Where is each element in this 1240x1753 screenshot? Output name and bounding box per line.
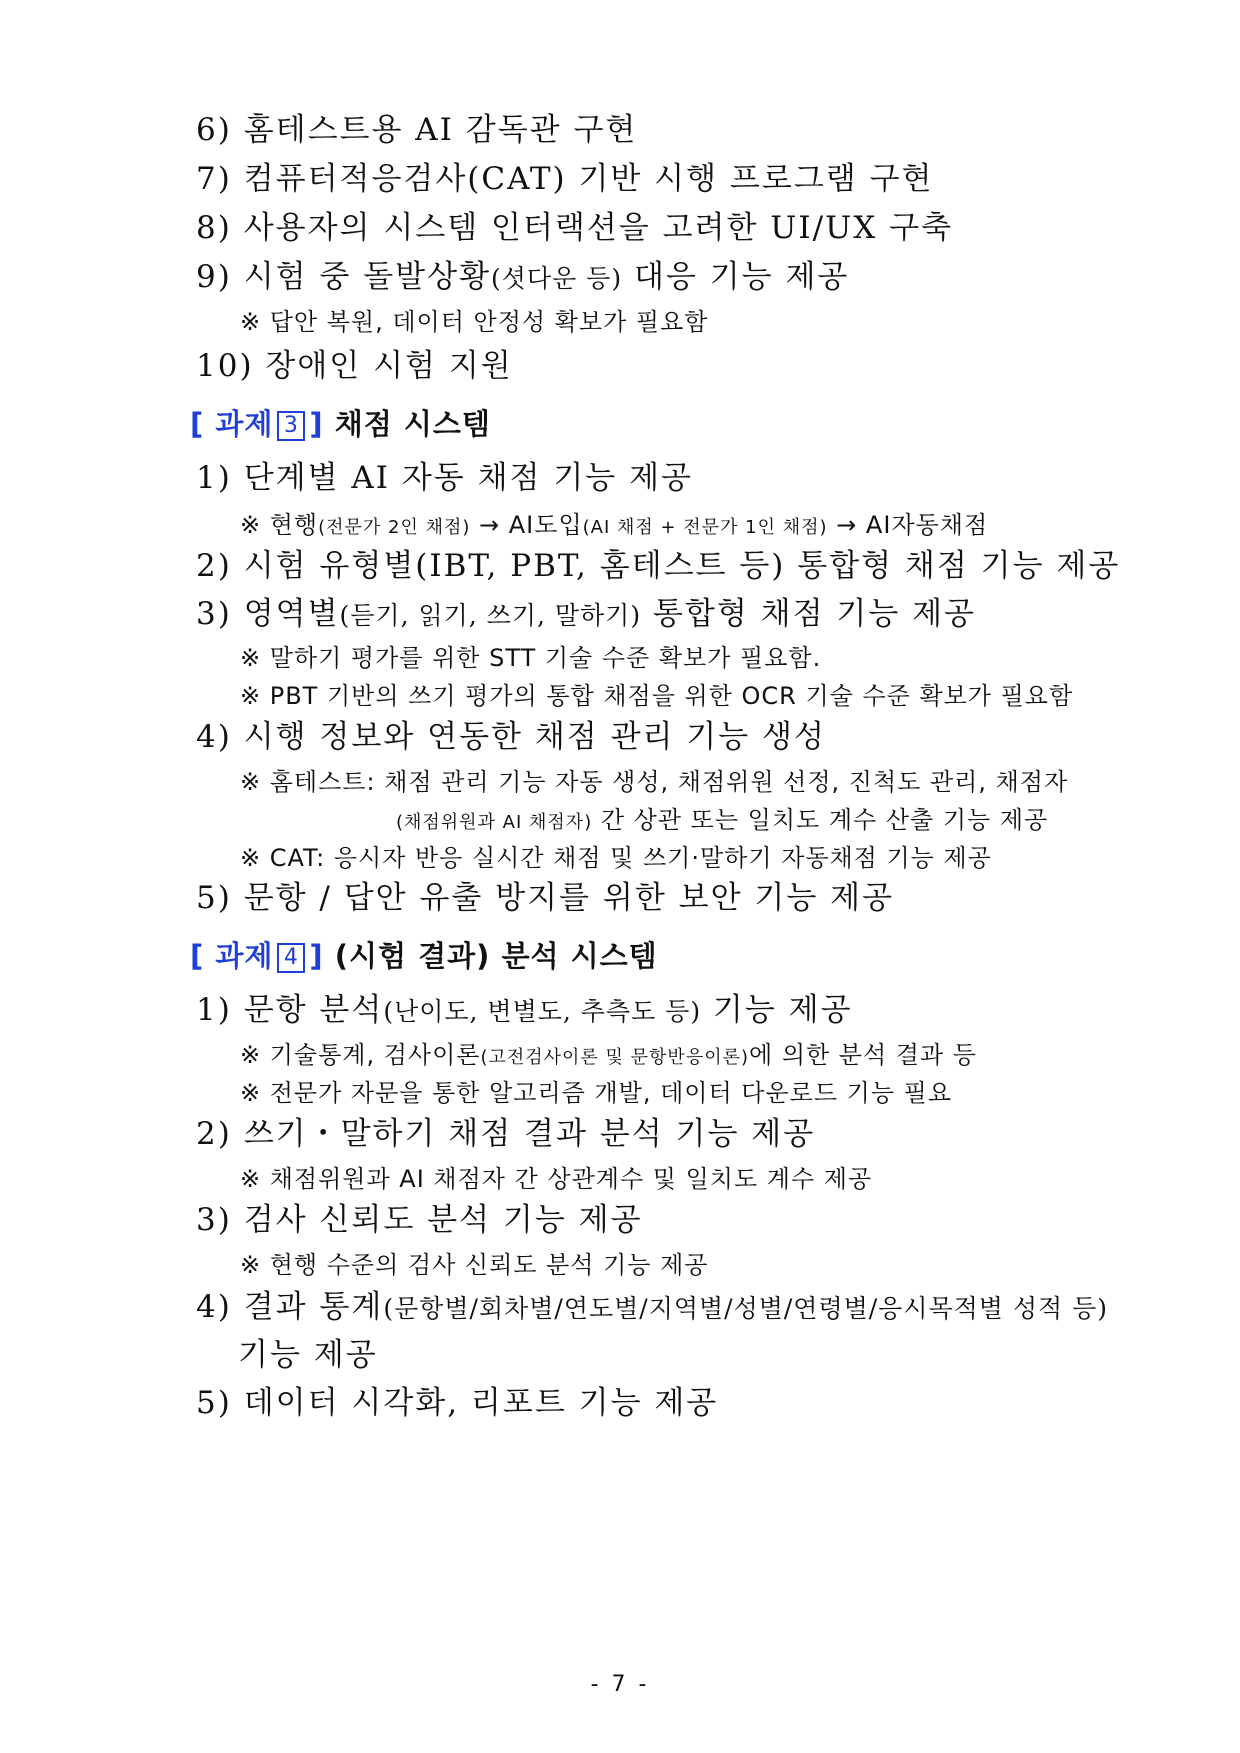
note-text: ※ CAT: 응시자 반응 실시간 채점 및 쓰기·말하기 자동채점 기능 제공: [240, 844, 992, 872]
note-text: ※ 현행(전문가 2인 채점) → AI도입(AI 채점 + 전문가 1인 채점) → AI자동채점: [240, 511, 989, 539]
task-number-badge: 3: [277, 411, 305, 441]
note-text: ※ 기술통계, 검사이론(고전검사이론 및 문항반응이론)에 의한 분석 결과 등: [240, 1041, 977, 1069]
page-number: - 7 -: [590, 1672, 650, 1697]
note-text: ※ 현행 수준의 검사 신뢰도 분석 기능 제공: [240, 1251, 709, 1279]
list-item: 1) 문항 분석(난이도, 변별도, 추측도 등) 기능 제공: [196, 992, 853, 1028]
note-text-continued: (채점위원과 AI 채점자) 간 상관 또는 일치도 계수 산출 기능 제공: [396, 806, 1049, 834]
list-item: 1) 단계별 AI 자동 채점 기능 제공: [196, 460, 693, 496]
list-item: 9) 시험 중 돌발상황(셧다운 등) 대응 기능 제공: [196, 259, 850, 295]
note-text: ※ 말하기 평가를 위한 STT 기술 수준 확보가 필요함.: [240, 644, 822, 672]
list-item: 5) 데이터 시각화, 리포트 기능 제공: [196, 1385, 719, 1421]
list-item: 4) 결과 통계(문항별/회차별/연도별/지역별/성별/연령별/응시목적별 성적 등): [196, 1289, 1109, 1325]
list-item: 3) 영역별(듣기, 읽기, 쓰기, 말하기) 통합형 채점 기능 제공: [196, 596, 977, 632]
list-item: 2) 시험 유형별(IBT, PBT, 홈테스트 등) 통합형 채점 기능 제공: [196, 548, 1121, 584]
section-heading-task4: [ 과제 4 ] (시험 결과) 분석 시스템: [190, 939, 658, 973]
list-item-continued: 기능 제공: [238, 1337, 378, 1373]
list-item: 2) 쓰기・말하기 채점 결과 분석 기능 제공: [196, 1116, 816, 1152]
list-item: 3) 검사 신뢰도 분석 기능 제공: [196, 1202, 643, 1238]
list-item: 5) 문항 / 답안 유출 방지를 위한 보안 기능 제공: [196, 880, 895, 916]
note-text: ※ 답안 복원, 데이터 안정성 확보가 필요함: [240, 308, 709, 336]
list-item: 10) 장애인 시험 지원: [196, 348, 513, 384]
list-item: 8) 사용자의 시스템 인터랙션을 고려한 UI/UX 구축: [196, 210, 954, 246]
task-number-badge: 4: [277, 943, 305, 973]
note-text: ※ PBT 기반의 쓰기 평가의 통합 채점을 위한 OCR 기술 수준 확보가 필요함: [240, 682, 1074, 710]
list-item: 4) 시행 정보와 연동한 채점 관리 기능 생성: [196, 719, 826, 755]
list-item: 7) 컴퓨터적응검사(CAT) 기반 시행 프로그램 구현: [196, 161, 934, 197]
note-text: ※ 채점위원과 AI 채점자 간 상관계수 및 일치도 계수 제공: [240, 1165, 873, 1193]
note-text: ※ 전문가 자문을 통한 알고리즘 개발, 데이터 다운로드 기능 필요: [240, 1079, 952, 1107]
section-heading-task3: [ 과제 3 ] 채점 시스템: [190, 407, 491, 441]
note-text: ※ 홈테스트: 채점 관리 기능 자동 생성, 채점위원 선정, 진척도 관리, 채점자: [240, 768, 1069, 796]
list-item: 6) 홈테스트용 AI 감독관 구현: [196, 112, 638, 148]
